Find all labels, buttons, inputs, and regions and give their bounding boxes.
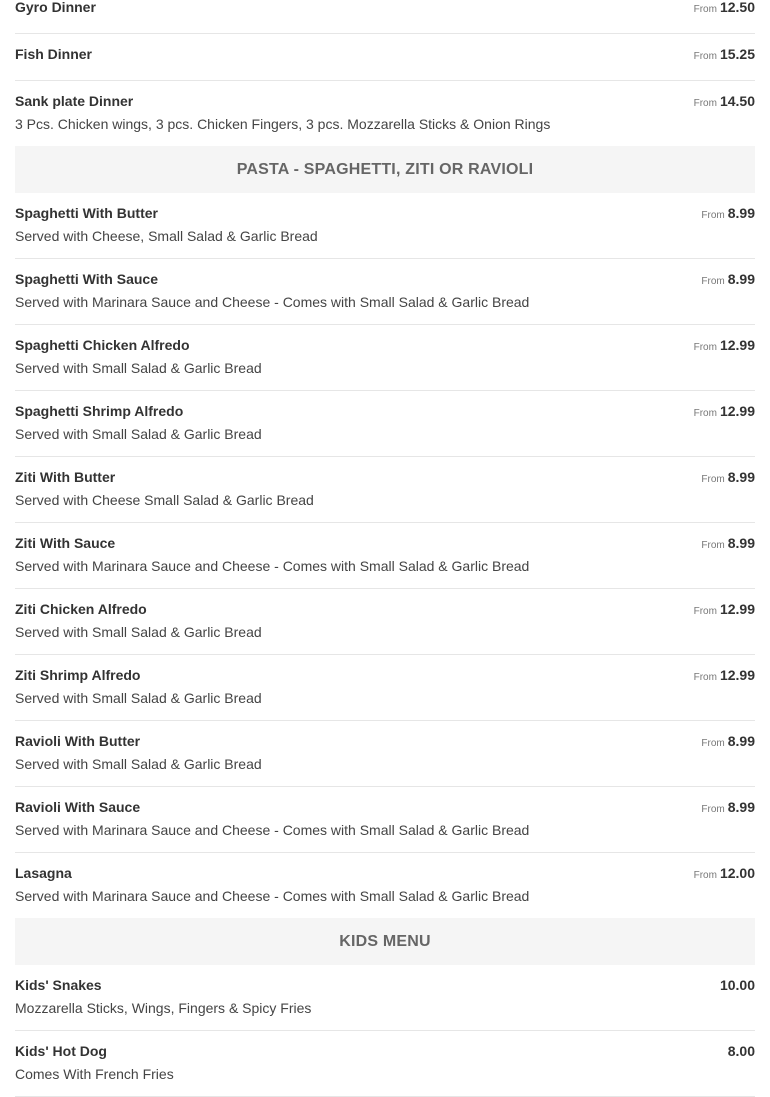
menu-item[interactable]	[15, 259, 755, 325]
item-name: Spaghetti Chicken Alfredo	[15, 337, 190, 353]
price-from-label: From	[701, 210, 725, 221]
item-price-group	[725, 1043, 755, 1062]
menu-item[interactable]	[15, 1031, 755, 1097]
item-name: Kids' Snakes	[15, 977, 102, 993]
item-name: Ziti Shrimp Alfredo	[15, 667, 141, 683]
item-name: Ravioli With Sauce	[15, 799, 141, 815]
menu-item[interactable]	[15, 523, 755, 589]
section-header-kids-menu: KIDS MENU	[15, 918, 755, 965]
item-price-group	[694, 46, 755, 65]
item-name: Spaghetti With Butter	[15, 205, 158, 221]
menu-item[interactable]	[15, 325, 755, 391]
item-price: 12.99	[719, 403, 755, 419]
price-from-label: From	[693, 408, 717, 419]
item-price-group	[701, 469, 755, 488]
item-price-group	[694, 601, 755, 620]
menu-item[interactable]	[15, 589, 755, 655]
item-price-group	[701, 799, 755, 818]
price-from-label: From	[693, 98, 717, 109]
price-from-label: From	[701, 474, 725, 485]
item-price-group	[701, 271, 755, 290]
item-description: Served with Marinara Sauce and Cheese - Comes with Small Salad & Garlic Bread	[15, 888, 530, 904]
price-from-label: From	[701, 276, 725, 287]
item-name: Gyro Dinner	[15, 0, 96, 15]
item-price-group	[694, 667, 755, 686]
item-price: 12.99	[719, 337, 755, 353]
item-price-group	[694, 865, 755, 884]
price-from-label: From	[701, 738, 725, 749]
item-price: 8.99	[727, 535, 755, 551]
section-header-pasta: PASTA - SPAGHETTI, ZITI OR RAVIOLI	[15, 146, 755, 193]
item-description: Served with Marinara Sauce and Cheese - Comes with Small Salad & Garlic Bread	[15, 822, 530, 838]
menu-item[interactable]	[15, 655, 755, 721]
item-price: 8.99	[727, 205, 755, 221]
price-from-label: From	[693, 672, 717, 683]
menu-page	[15, 0, 755, 1097]
menu-item[interactable]	[15, 965, 755, 1031]
price-from-label: From	[701, 804, 725, 815]
item-name: Spaghetti With Sauce	[15, 271, 159, 287]
price-from-label: From	[693, 4, 717, 15]
item-description: Served with Small Salad & Garlic Bread	[15, 426, 262, 442]
menu-item-gyro-dinner[interactable]	[15, 0, 755, 34]
menu-item[interactable]	[15, 391, 755, 457]
item-price: 8.00	[727, 1043, 755, 1059]
item-name: Ziti Chicken Alfredo	[15, 601, 147, 617]
menu-item-fish-dinner[interactable]	[15, 34, 755, 81]
item-price-group	[701, 205, 755, 224]
item-price-group	[701, 535, 755, 554]
menu-item[interactable]	[15, 457, 755, 523]
item-price: 14.50	[719, 93, 755, 109]
item-name: Spaghetti Shrimp Alfredo	[15, 403, 184, 419]
item-price: 12.00	[719, 865, 755, 881]
item-description: 3 Pcs. Chicken wings, 3 pcs. Chicken Fingers, 3 pcs. Mozzarella Sticks & Onion Rings	[15, 116, 551, 132]
item-name: Lasagna	[15, 865, 72, 881]
item-name: Ravioli With Butter	[15, 733, 141, 749]
item-description: Comes With French Fries	[15, 1066, 174, 1082]
price-from-label: From	[693, 870, 717, 881]
item-price: 12.50	[719, 0, 755, 15]
item-price: 15.25	[719, 46, 755, 62]
item-description: Served with Marinara Sauce and Cheese - Comes with Small Salad & Garlic Bread	[15, 294, 530, 310]
item-description: Mozzarella Sticks, Wings, Fingers & Spicy Fries	[15, 1000, 312, 1016]
item-name: Ziti With Butter	[15, 469, 116, 485]
item-price-group	[694, 337, 755, 356]
item-price: 8.99	[727, 469, 755, 485]
menu-item[interactable]	[15, 787, 755, 853]
item-price: 12.99	[719, 601, 755, 617]
menu-item[interactable]	[15, 721, 755, 787]
item-price: 10.00	[719, 977, 755, 993]
item-price-group	[694, 0, 755, 18]
price-from-label: From	[693, 606, 717, 617]
menu-item[interactable]	[15, 853, 755, 918]
item-price-group	[717, 977, 755, 996]
item-name: Kids' Hot Dog	[15, 1043, 107, 1059]
menu-item-sank-plate-dinner[interactable]	[15, 81, 755, 146]
item-price: 8.99	[727, 271, 755, 287]
price-from-label: From	[693, 342, 717, 353]
item-description: Served with Small Salad & Garlic Bread	[15, 690, 262, 706]
item-price: 8.99	[727, 733, 755, 749]
item-price: 12.99	[719, 667, 755, 683]
item-name: Fish Dinner	[15, 46, 93, 62]
item-description: Served with Cheese, Small Salad & Garlic Bread	[15, 228, 318, 244]
item-description: Served with Small Salad & Garlic Bread	[15, 360, 262, 376]
price-from-label: From	[701, 540, 725, 551]
item-description: Served with Small Salad & Garlic Bread	[15, 756, 262, 772]
item-price-group	[694, 403, 755, 422]
price-from-label: From	[693, 51, 717, 62]
item-price-group	[694, 93, 755, 112]
item-name: Ziti With Sauce	[15, 535, 116, 551]
item-price-group	[701, 733, 755, 752]
menu-item[interactable]	[15, 193, 755, 259]
item-description: Served with Small Salad & Garlic Bread	[15, 624, 262, 640]
item-price: 8.99	[727, 799, 755, 815]
item-name: Sank plate Dinner	[15, 93, 134, 109]
item-description: Served with Marinara Sauce and Cheese - Comes with Small Salad & Garlic Bread	[15, 558, 530, 574]
item-description: Served with Cheese Small Salad & Garlic Bread	[15, 492, 314, 508]
